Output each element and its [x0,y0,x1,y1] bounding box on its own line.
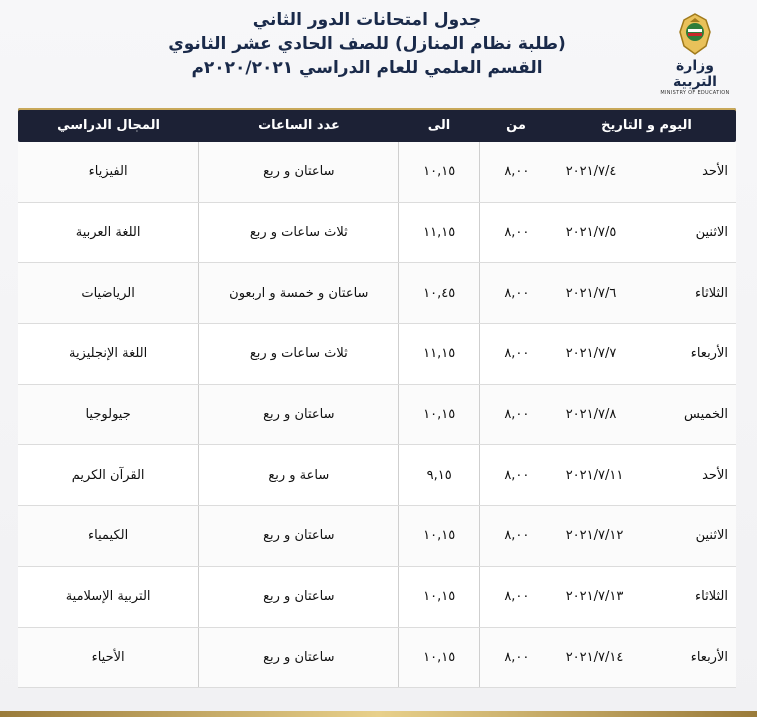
day-date-cell [554,506,736,566]
header-to: الى [427,117,451,133]
subject: الرياضيات [81,285,135,301]
to-time: ١٠,١٥ [398,567,480,627]
duration: ساعتان و ربع [198,142,398,202]
to-time: ١١,١٥ [398,324,480,384]
to-time: ١٠,١٥ [398,142,480,202]
duration: ساعتان و ربع [198,385,398,445]
subject: القرآن الكريم [71,467,145,483]
page-header [0,0,757,104]
exam-date: ٢٠٢١/٧/١٢ [565,528,624,544]
to-time: ١٠,١٥ [398,385,480,445]
title-line-1: جدول امتحانات الدور الثاني [252,10,482,30]
table-body [18,142,736,688]
table-row [18,324,736,385]
from-time: ٨,٠٠ [504,407,530,423]
subject: الأحياء [91,649,125,665]
header-from: من [506,117,526,133]
exam-date: ٢٠٢١/٧/٨ [565,407,617,423]
from-time: ٨,٠٠ [504,649,530,665]
day-name: الاثنين [695,225,728,241]
subject: التربية الإسلامية [65,589,151,605]
to-time: ١٠,٤٥ [398,263,480,323]
title-line-2: (طلبة نظام المنازل) للصف الحادي عشر الثانوي [168,34,566,54]
exam-date: ٢٠٢١/٧/٧ [565,346,617,362]
exam-date: ٢٠٢١/٧/٤ [565,164,617,180]
from-time: ٨,٠٠ [504,589,530,605]
day-name: الثلاثاء [695,285,728,301]
to-time: ١٠,١٥ [398,506,480,566]
table-row [18,628,736,689]
subject: اللغة الإنجليزية [68,346,148,362]
exam-date: ٢٠٢١/٧/١٤ [565,649,624,665]
day-date-cell [554,203,736,263]
from-time: ٨,٠٠ [504,164,530,180]
day-name: الخميس [684,407,728,423]
from-time: ٨,٠٠ [504,528,530,544]
exam-date: ٢٠٢١/٧/٥ [565,225,617,241]
to-time: ١١,١٥ [398,203,480,263]
gold-footer-bar [0,711,757,717]
day-name: الثلاثاء [695,589,728,605]
from-time: ٨,٠٠ [504,346,530,362]
day-date-cell [554,385,736,445]
header-subject: المجال الدراسي [57,117,160,133]
table-row [18,203,736,264]
day-date-cell [554,142,736,202]
day-name: الأحد [702,467,728,483]
duration: ساعتان و ربع [198,506,398,566]
schedule-title [147,8,587,80]
day-name: الأربعاء [690,649,728,665]
table-row [18,445,736,506]
subject: اللغة العربية [75,225,141,241]
exam-date: ٢٠٢١/٧/٦ [565,285,617,301]
table-row [18,567,736,628]
ministry-logo [655,12,735,96]
table-row [18,142,736,203]
duration: ثلاث ساعات و ربع [198,324,398,384]
emblem-icon [676,12,714,56]
logo-subtext: MINISTRY OF EDUCATION [660,90,730,96]
day-date-cell [554,567,736,627]
duration: ساعتان و ربع [198,628,398,688]
logo-text: وزارة التربية [673,58,717,90]
duration: ساعتان و ربع [198,567,398,627]
duration: ساعة و ربع [198,445,398,505]
day-date-cell [554,324,736,384]
exam-table [18,108,736,688]
day-date-cell [554,445,736,505]
table-header [18,108,736,142]
subject: الفيزياء [88,164,128,180]
day-name: الاثنين [695,528,728,544]
exam-date: ٢٠٢١/٧/١٣ [565,589,624,605]
table-row [18,385,736,446]
day-name: الأربعاء [690,346,728,362]
exam-date: ٢٠٢١/٧/١١ [565,467,624,483]
to-time: ٩,١٥ [398,445,480,505]
from-time: ٨,٠٠ [504,285,530,301]
to-time: ١٠,١٥ [398,628,480,688]
subject: الكيمياء [88,528,129,544]
header-day-date: اليوم و التاريخ [601,117,692,133]
day-name: الأحد [702,164,728,180]
duration: ثلاث ساعات و ربع [198,203,398,263]
from-time: ٨,٠٠ [504,225,530,241]
table-row [18,263,736,324]
title-line-3: القسم العلمي للعام الدراسي ٢٠٢٠/٢٠٢١م [191,58,543,78]
duration: ساعتان و خمسة و اربعون [198,263,398,323]
from-time: ٨,٠٠ [504,467,530,483]
day-date-cell [554,263,736,323]
table-row [18,506,736,567]
header-duration: عدد الساعات [258,117,340,133]
subject: جيولوجيا [85,407,131,423]
day-date-cell [554,628,736,688]
